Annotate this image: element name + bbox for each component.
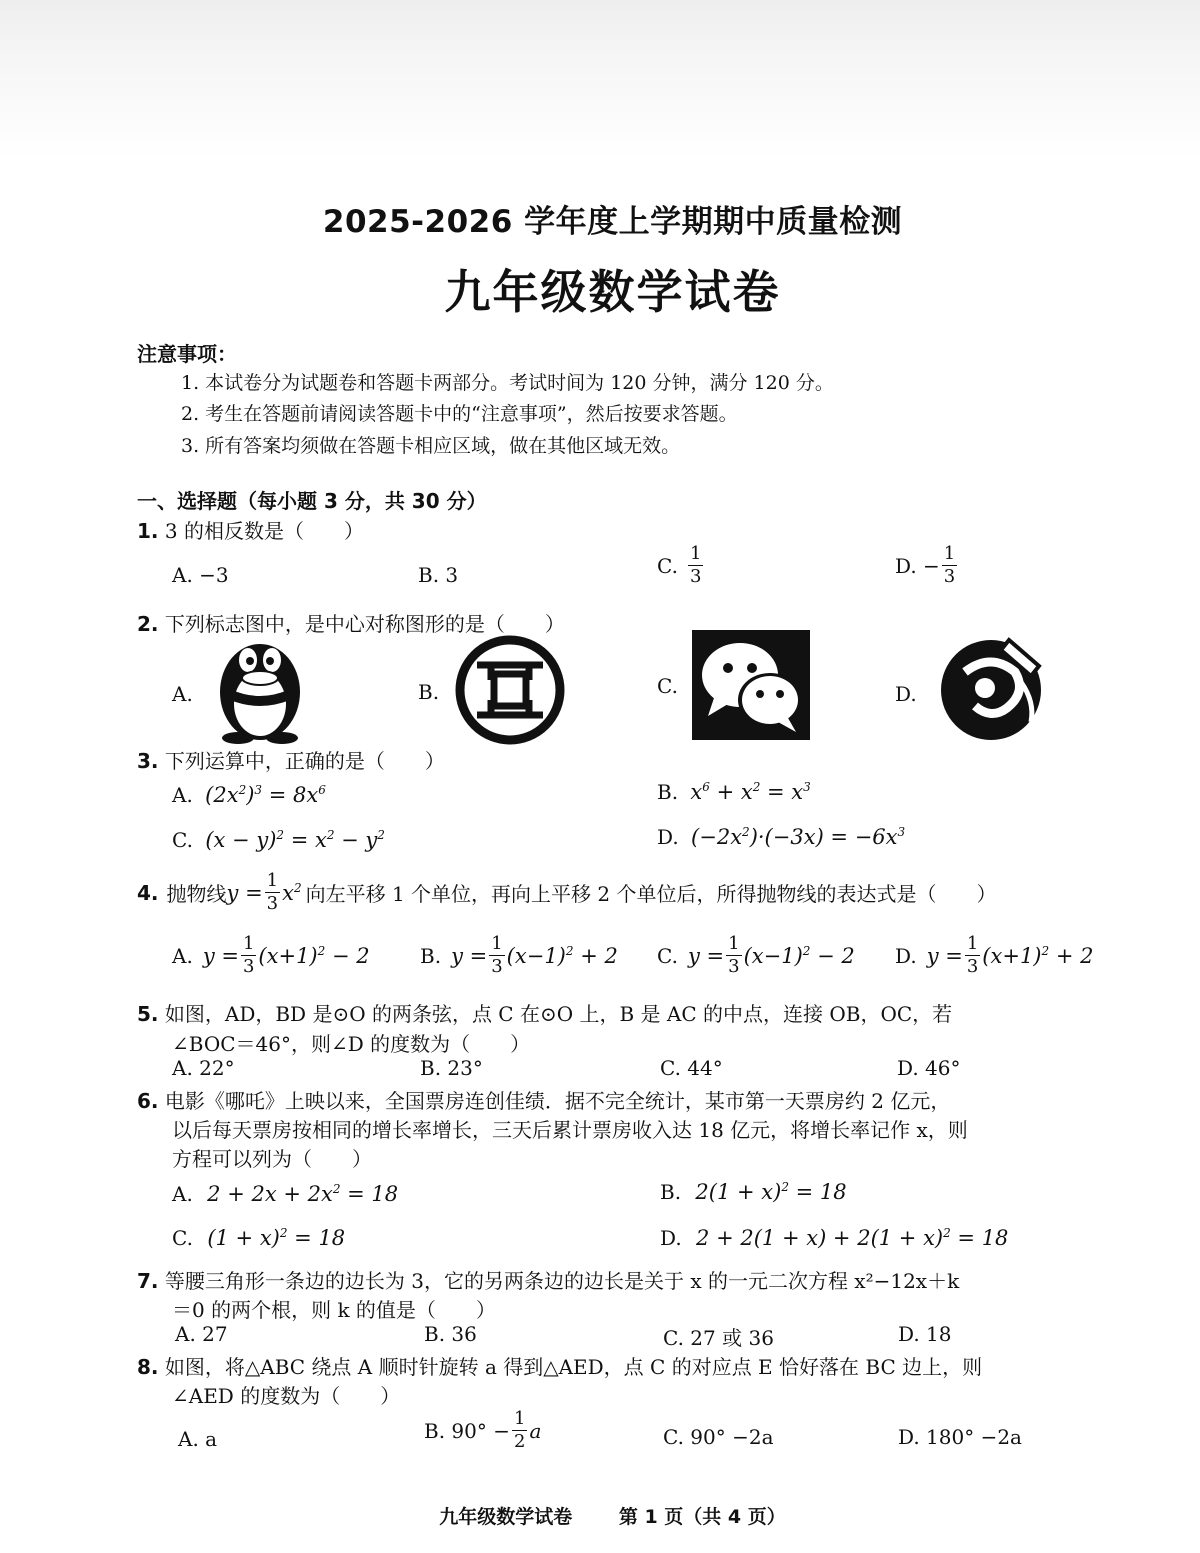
q2-option-c: C. bbox=[657, 674, 678, 698]
frac-den: 3 bbox=[943, 566, 956, 587]
notice-item: 2. 考生在答题前请阅读答题卡中的“注意事项”，然后按要求答题。 bbox=[181, 403, 738, 425]
section-heading: 一、选择题（每小题 3 分，共 30 分） bbox=[137, 489, 487, 513]
q4-option-a: A. y = $\frac{1}{3}$ $(x+1)^2 - 2$ bbox=[172, 933, 370, 977]
option-label: C. bbox=[657, 943, 678, 968]
q1-option-c bbox=[657, 545, 705, 586]
swirl-logo bbox=[935, 632, 1047, 744]
question-5-line2: ∠BOC＝46°，则∠D 的度数为（ ） bbox=[172, 1032, 531, 1056]
frac-num: 1 bbox=[943, 543, 956, 564]
question-8 bbox=[137, 1351, 982, 1380]
chat-bubbles-logo bbox=[692, 630, 810, 740]
question-stem: 电影《哪吒》上映以来，全国票房连创佳绩．据不完全统计，某市第一天票房约 2 亿元， bbox=[164, 1089, 951, 1113]
q3-option-d: D. $(-2x^2)\cdot(-3x) = -6x^3$ bbox=[657, 825, 906, 849]
question-stem: 下列运算中，正确的是（ ） bbox=[164, 749, 445, 773]
q6-option-b: B. $2(1 + x)^2 = 18$ bbox=[660, 1180, 847, 1204]
q2-option-d: D. bbox=[895, 682, 917, 706]
q4-option-c: C. y = $\frac{1}{3}$ $(x-1)^2 - 2$ bbox=[657, 933, 855, 977]
q8-option-b: B. 90° − $\frac{1}{2}$ a bbox=[424, 1408, 542, 1452]
question-number: 7. bbox=[137, 1269, 159, 1293]
q5-option-b: B. 23° bbox=[420, 1056, 483, 1080]
q7-option-a: A. 27 bbox=[175, 1322, 228, 1346]
exam-title: 2025-2026 学年度上学期期中质量检测 bbox=[322, 204, 903, 240]
q7-option-d: D. 18 bbox=[898, 1322, 952, 1346]
notice-item: 1. 本试卷分为试题卷和答题卡两部分。考试时间为 120 分钟，满分 120 分。 bbox=[181, 372, 834, 394]
question-2 bbox=[137, 608, 565, 637]
option-label: D. − bbox=[895, 553, 940, 578]
option-label: A. bbox=[172, 943, 193, 968]
page-footer bbox=[0, 1502, 1200, 1529]
q2-option-a: A. bbox=[172, 682, 193, 706]
option-label: D. bbox=[895, 943, 917, 968]
question-number: 2. bbox=[137, 612, 159, 636]
notice-item: 3. 所有答案均须做在答题卡相应区域，做在其他区域无效。 bbox=[181, 435, 681, 457]
option-label: B. 90° − bbox=[424, 1418, 510, 1443]
question-stem: 如图，AD，BD 是⊙O 的两条弦，点 C 在⊙O 上，B 是 AC 的中点，连接 OB，OC，若 bbox=[164, 1002, 953, 1026]
question-number: 5. bbox=[137, 1002, 159, 1026]
footer-name: 九年级数学试卷 bbox=[439, 1506, 573, 1528]
question-6-line2: 以后每天票房按相同的增长率增长，三天后累计票房收入达 18 亿元，将增长率记作 x，则 bbox=[172, 1118, 968, 1142]
question-stem: 如图，将△ABC 绕点 A 顺时针旋转 a 得到△AED，点 C 的对应点 E 恰好落在 BC 边上，则 bbox=[164, 1355, 983, 1379]
question-number: 4. bbox=[137, 880, 159, 905]
q6-option-c: C. $(1 + x)^2 = 18$ bbox=[172, 1226, 346, 1250]
frac-den: 3 bbox=[689, 566, 702, 587]
penguin-logo bbox=[208, 632, 312, 744]
question-7 bbox=[137, 1265, 959, 1294]
q6-option-a: A. $2 + 2x + 2x^2 = 18$ bbox=[172, 1182, 399, 1206]
q1-option-b: B. 3 bbox=[418, 563, 459, 587]
question-5 bbox=[137, 998, 952, 1027]
option-label: C. bbox=[172, 828, 193, 852]
q1-option-d bbox=[895, 545, 959, 586]
question-stem: 3 的相反数是（ ） bbox=[164, 519, 364, 543]
question-stem: 抛物线 bbox=[166, 882, 227, 906]
option-label: B. bbox=[660, 1180, 682, 1204]
footer-page: 第 1 页（共 4 页） bbox=[618, 1506, 786, 1528]
question-1 bbox=[137, 515, 364, 544]
question-8-line2: ∠AED 的度数为（ ） bbox=[172, 1384, 401, 1408]
question-7-line2: ＝0 的两个根，则 k 的值是（ ） bbox=[172, 1298, 496, 1322]
exam-subtitle: 九年级数学试卷 bbox=[444, 265, 781, 319]
option-label: D. bbox=[657, 825, 679, 849]
question-stem-rest: 向左平移 1 个单位，再向上平移 2 个单位后，所得抛物线的表达式是（ ） bbox=[305, 882, 997, 906]
q3-option-a: A. $(2x^2)^3 = 8x^6$ bbox=[172, 783, 326, 807]
question-6 bbox=[137, 1085, 950, 1114]
q5-option-d: D. 46° bbox=[897, 1056, 961, 1080]
notice-heading: 注意事项： bbox=[137, 342, 237, 366]
option-label: A. bbox=[172, 1182, 193, 1206]
q4-option-b: B. y = $\frac{1}{3}$ $(x-1)^2 + 2$ bbox=[420, 933, 618, 977]
question-number: 6. bbox=[137, 1089, 159, 1113]
option-tail: a bbox=[529, 1418, 542, 1443]
question-number: 8. bbox=[137, 1355, 159, 1379]
option-label: B. bbox=[657, 780, 679, 804]
q5-option-a: A. 22° bbox=[172, 1056, 235, 1080]
q6-option-d: D. $2 + 2(1 + x) + 2(1 + x)^2 = 18$ bbox=[660, 1226, 1009, 1250]
q8-option-c: C. 90° −2a bbox=[663, 1425, 774, 1449]
question-3 bbox=[137, 745, 445, 774]
q8-option-a: A. a bbox=[178, 1427, 218, 1451]
question-stem: 下列标志图中，是中心对称图形的是（ ） bbox=[164, 612, 565, 636]
q8-option-d: D. 180° −2a bbox=[898, 1425, 1022, 1449]
q7-option-b: B. 36 bbox=[424, 1322, 477, 1346]
option-label: D. bbox=[660, 1226, 682, 1250]
question-stem: 等腰三角形一条边的边长为 3，它的另两条边的边长是关于 x 的一元二次方程 x²−12x＋k bbox=[164, 1269, 960, 1293]
option-label: A. bbox=[172, 783, 193, 807]
q3-option-c: C. $(x - y)^2 = x^2 - y^2$ bbox=[172, 828, 385, 852]
q5-option-c: C. 44° bbox=[660, 1056, 723, 1080]
q3-option-b: B. $x^6 + x^2 = x^3$ bbox=[657, 780, 811, 804]
q7-option-c: C. 27 或 36 bbox=[663, 1326, 774, 1350]
q4-option-d: D. y = $\frac{1}{3}$ $(x+1)^2 + 2$ bbox=[895, 933, 1094, 977]
frac-num: 1 bbox=[689, 543, 702, 564]
option-label: B. bbox=[420, 943, 442, 968]
question-6-line3: 方程可以列为（ ） bbox=[172, 1147, 372, 1171]
question-4: 4. 抛物线 y = $\frac{1}{3}$ $x^2$ 向左平移 1 个单位，再向上平移 2 个单位后，所得抛物线的表达式是（ ） bbox=[137, 870, 997, 914]
q2-option-b: B. bbox=[418, 680, 440, 704]
q1-option-a: A. −3 bbox=[172, 563, 229, 587]
bank-coin-logo bbox=[455, 635, 565, 745]
option-label: C. bbox=[657, 553, 678, 578]
question-number: 1. bbox=[137, 519, 159, 543]
question-number: 3. bbox=[137, 749, 159, 773]
option-label: C. bbox=[172, 1226, 193, 1250]
